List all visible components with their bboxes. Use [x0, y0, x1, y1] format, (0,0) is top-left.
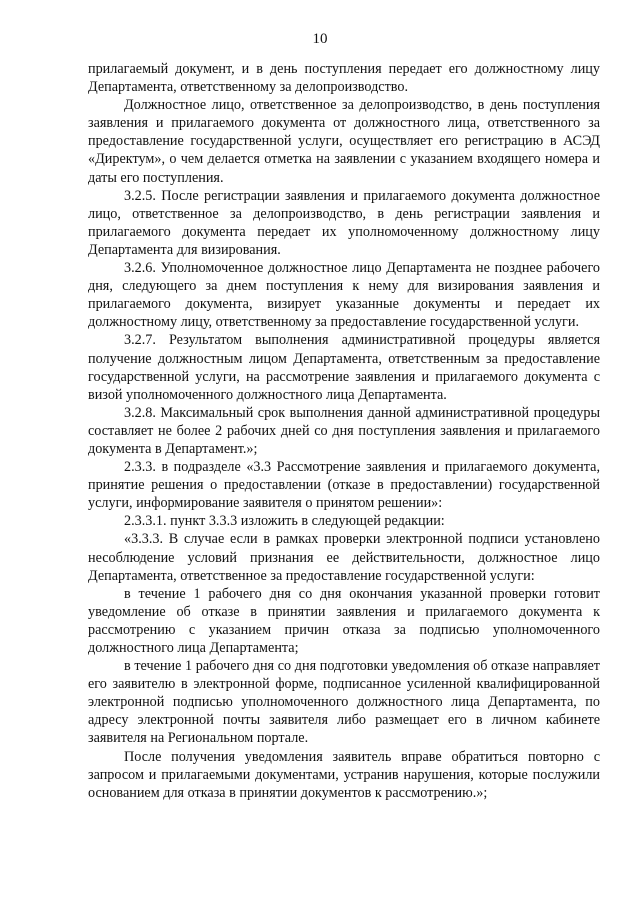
page-number: 10: [312, 31, 328, 47]
paragraph-continuation: прилагаемый документ, и в день поступления передает его должностному лицу Департамента, ответственному за делопроизводство.: [88, 61, 600, 96]
paragraph-notice-sending: в течение 1 рабочего дня со дня подготовки уведомления об отказе направляет его заявителю в электронной форме, подписанное усиленной квалифицированной электронной подписью уполномоченного должностного лица Департамента, по адресу электронной почты заявителя либо размещает его в личном кабинете заявителя на Региональном портале.: [88, 658, 600, 747]
paragraph-3-2-5: 3.2.5. После регистрации заявления и прилагаемого документа должностное лицо, ответственное за делопроизводство, в день регистрации заявления и прилагаемого документа передает их уполномоченному должностному лицу Департамента для визирования.: [88, 187, 600, 258]
paragraph-notice-preparation: в течение 1 рабочего дня со дня окончания указанной проверки готовит уведомление об отказе в принятии заявления и прилагаемого документа к рассмотрению с указанием причин отказа за подписью уполномоченного должностного лица Департамента;: [88, 585, 600, 656]
paragraph-repeat-request: После получения уведомления заявитель вправе обратиться повторно с запросом и прилагаемыми документами, устранив нарушения, которые послужили основанием для отказа в принятии документов к рассмотрению.»;: [88, 748, 600, 801]
paragraph-3-2-8: 3.2.8. Максимальный срок выполнения данной административной процедуры составляет не более 2 рабочих дней со дня поступления заявления и прилагаемого документа в Департамент.»;: [88, 404, 600, 457]
paragraph-2-3-3-1: 2.3.3.1. пункт 3.3.3 изложить в следующей редакции:: [124, 513, 445, 530]
paragraph-registration-officer: Должностное лицо, ответственное за делопроизводство, в день поступления заявления и прилагаемого документа от должностного лица, ответственного за предоставление государственной услуги, осуществляет его регистрацию в АСЭД «Директум», о чем делается отметка на заявлении с указанием входящего номера и даты его поступления.: [88, 97, 600, 186]
paragraph-2-3-3: 2.3.3. в подразделе «3.3 Рассмотрение заявления и прилагаемого документа, принятие решения о предоставлении (отказе в предоставлении) государственной услуги, информирование заявителя о принятом решении»:: [88, 459, 600, 512]
paragraph-3-2-6: 3.2.6. Уполномоченное должностное лицо Департамента не позднее рабочего дня, следующего за днем поступления к нему для визирования заявления и прилагаемого документа, визирует указанные документы и передает их должностному лицу, ответственному за предоставление государственной услуги.: [88, 260, 600, 331]
document-body: [88, 60, 600, 802]
paragraph-3-3-3: «3.3.3. В случае если в рамках проверки электронной подписи установлено несоблюдение условий признания ее действительности, должностное лицо Департамента, ответственное за предоставление государственной услуги:: [88, 531, 600, 584]
paragraph-3-2-7: 3.2.7. Результатом выполнения административной процедуры является получение должностным лицом Департамента, ответственным за предоставление государственной услуги, на рассмотрение заявления и прилагаемого документа с визой уполномоченного должностного лица Департамента.: [88, 332, 600, 403]
